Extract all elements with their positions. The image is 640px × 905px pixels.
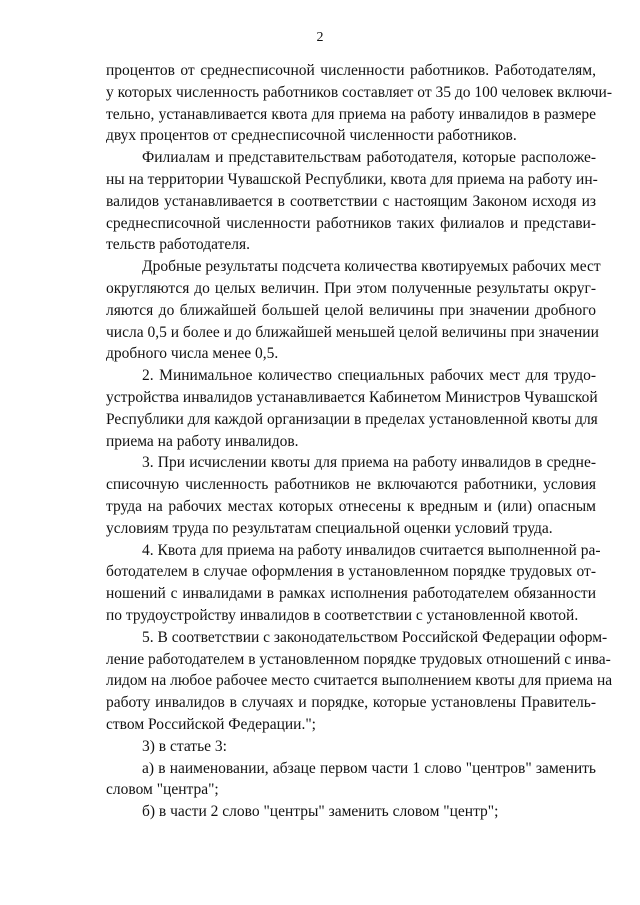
paragraph — [106, 758, 596, 802]
paragraph-line: по трудоустройству инвалидов в соответствии с установленной квотой. — [106, 606, 579, 624]
paragraph-line: тельно, устанавливается квота для приема на работу инвалидов в размере — [106, 105, 596, 123]
paragraph-line: у которых численность работников составляет от 35 до 100 человек включи- — [106, 83, 612, 101]
paragraph-line: 2. Минимальное количество специальных рабочих мест для трудо- — [142, 367, 596, 385]
paragraph — [106, 256, 601, 365]
paragraph-line: ление работодателем в установленном порядке трудовых отношений с инва- — [106, 650, 611, 668]
paragraph-line: а) в наименовании, абзаце первом части 1 слово "центров" заменить — [142, 759, 596, 777]
paragraph-line: процентов от среднесписочной численности работников. Работодателям, — [106, 62, 596, 79]
paragraph — [106, 147, 596, 256]
paragraph-line: валидов устанавливается в соответствии с настоящим Законом исходя из — [106, 192, 596, 210]
paragraph-line: 5. В соответствии с законодательством Российской Федерации оформ- — [142, 628, 608, 646]
paragraph-line: тельств работодателя. — [106, 236, 250, 254]
paragraph — [106, 365, 596, 452]
paragraph-line: ботодателем в случае оформления в установленном порядке трудовых от- — [106, 563, 596, 581]
paragraph-line: лидом на любое рабочее место считается выполнением квоты для приема на — [106, 672, 613, 690]
paragraph-line: Дробные результаты подсчета количества квотируемых рабочих мест — [142, 258, 601, 276]
paragraph-line: двух процентов от среднесписочной численности работников. — [106, 127, 517, 145]
paragraph-line: дробного числа менее 0,5. — [106, 345, 279, 363]
paragraph-line: труда на рабочих местах которых отнесены к вредным и (или) опасным — [106, 497, 596, 515]
paragraph-line: 3) в статье 3: — [142, 737, 227, 755]
page-number: 2 — [316, 30, 324, 45]
paragraph-line: устройства инвалидов устанавливается Кабинетом Министров Чувашской — [106, 388, 598, 406]
paragraph-line: ляются до ближайшей большей целой величины при значении дробного — [106, 301, 596, 319]
paragraph-line: Филиалам и представительствам работодателя, которые расположе- — [142, 149, 596, 167]
paragraph-line: числа 0,5 и более и до ближайшей меньшей целой величины при значении — [106, 323, 599, 341]
paragraph-line: работу инвалидов в случаях и порядке, которые установлены Правитель- — [106, 694, 596, 712]
paragraph-line: Республики для каждой организации в пределах установленной квоты для — [106, 410, 598, 428]
paragraph — [106, 452, 596, 539]
paragraph-line: 3. При исчислении квоты для приема на работу инвалидов в средне- — [142, 454, 596, 472]
paragraph — [106, 540, 601, 627]
paragraph-line: б) в части 2 слово "центры" заменить словом "центр"; — [142, 803, 499, 821]
paragraph-line: ны на территории Чувашской Республики, квота для приема на работу ин- — [106, 170, 598, 188]
document-body — [106, 60, 613, 823]
paragraph-line: 4. Квота для приема на работу инвалидов считается выполненной ра- — [142, 541, 601, 559]
paragraph-line: округляются до целых величин. При этом полученные результаты округ- — [106, 279, 596, 297]
paragraph-line: ношений с инвалидами в рамках исполнения работодателем обязанности — [106, 585, 596, 603]
paragraph-line: условиям труда по результатам специальной оценки условий труда. — [106, 519, 553, 537]
paragraph — [106, 736, 596, 758]
paragraph-line: ством Российской Федерации."; — [106, 715, 316, 733]
paragraph — [106, 627, 613, 736]
paragraph-line: приема на работу инвалидов. — [106, 432, 299, 450]
paragraph-line: списочную численность работников не включаются работники, условия — [106, 476, 596, 494]
paragraph-line: среднесписочной численности работников таких филиалов и представи- — [106, 214, 596, 232]
paragraph — [106, 801, 596, 823]
paragraph-line: словом "центра"; — [106, 781, 219, 799]
paragraph — [106, 60, 612, 147]
